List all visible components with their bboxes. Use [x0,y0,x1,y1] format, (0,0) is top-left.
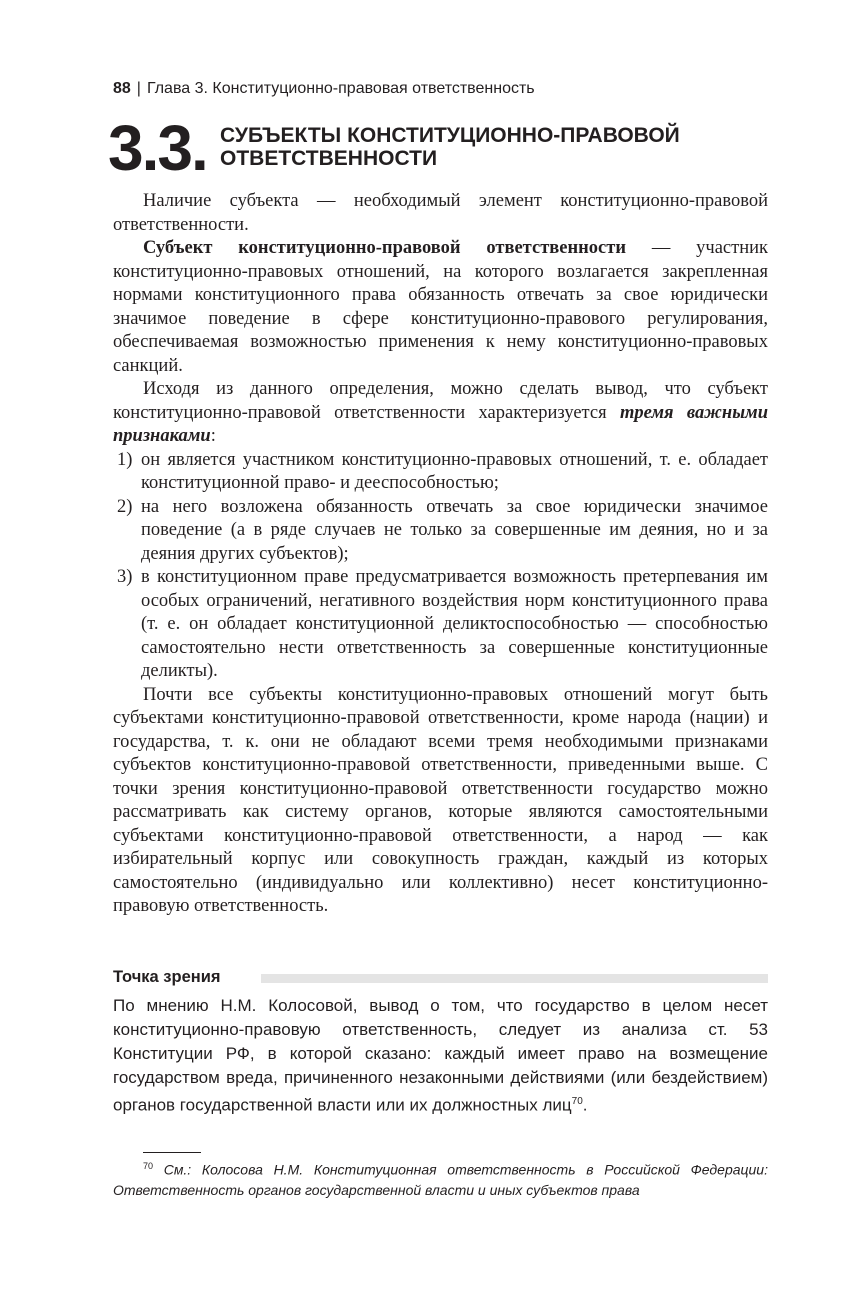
viewpoint-rule [261,974,768,983]
footnote-reference[interactable]: 70 [571,1096,583,1107]
viewpoint-body: По мнению Н.М. Колосовой, вывод о том, что государство в целом несет конституционно-правовую ответственность, следует из анализа ст. 53 Конституции РФ, в которой сказано: каждый имеет право на возмещение государством вреда, причиненного незаконными действиями (или бездействием) органов государственной власти или их должностных лиц [113,996,768,1115]
chapter-title: Глава 3. Конституционно-правовая ответственность [146,80,535,97]
section-number: 3.3. [108,112,207,184]
list-item-text: он является участником конституционно-правовых отношений, т. е. обладает конституционной право- и дееспособностью; [141,449,768,493]
list-item-number: 1) [117,449,133,470]
features-colon: : [210,426,216,446]
definition-text: — участник конституционно-правовых отношений, на которого возлагается закрепленная нормами конституционного права обязанность отвечать за свое юридически значимое поведение в сфере конституционно-правового регулирования, обеспечиваемая возможностью применения к нему конституционно-правовых санкций. [113,238,768,376]
defined-term: Субъект конституционно-правовой ответственности [143,238,627,258]
paragraph-definition [113,237,768,378]
features-emphasis: тремя важными признаками [113,402,768,446]
viewpoint-end: . [582,1095,588,1115]
viewpoint-text [113,994,768,1118]
paragraph-features [113,378,768,449]
list-item [113,449,768,496]
running-head-separator: | [136,80,141,97]
footnote-rule [143,1152,201,1153]
running-head [113,80,535,98]
footnote-number: 70 [143,1161,154,1171]
paragraph-subjects: Почти все субъекты конституционно-правовых отношений могут быть субъектами конституционно-правовой ответственности, кроме народа (нации) и государства, т. к. они не обладают всеми тремя необходимыми признаками субъектов конституционно-правовой ответственности, приведенными выше. С точки зрения конституционно-правовой ответственности государство можно рассматривать как систему органов, которые являются самостоятельными субъектами конституционно-правовой ответственности, а народ — как избирательный корпус или совокупность граждан, каждый из которых самостоятельно (индивидуально или коллективно) несет конституционно-правовую ответственность. [113,684,768,916]
page-number: 88 [113,80,131,97]
features-lead: Исходя из данного определения, можно сделать вывод, что субъект конституционно-правовой ответственности характеризуется [113,379,768,423]
list-item-text: на него возложена обязанность отвечать за свое юридически значимое поведение (а в ряде случаев не только за совершенные им деяния, но и за деяния других субъектов); [141,496,768,564]
list-item-text: в конституционном праве предусматривается возможность претерпевания им особых ограничений, негативного воздействия норм конституционного права (т. е. он обладает конституционной деликтоспособностью — способностью самостоятельно нести ответственность за совершенные конституционные деликты). [141,567,768,681]
viewpoint-heading [113,966,768,990]
footnote [113,1156,768,1200]
list-item [113,566,768,684]
section-title: СУБЪЕКТЫ КОНСТИТУЦИОННО-ПРАВОВОЙ ОТВЕТСТВЕННОСТИ [220,124,680,170]
paragraph-intro: Наличие субъекта — необходимый элемент конституционно-правовой ответственности. [113,191,768,235]
list-item [113,496,768,567]
footnote-text: См.: Колосова Н.М. Конституционная ответственность в Российской Федерации: Ответственность органов государственной власти и иных субъектов права [113,1161,768,1198]
viewpoint-label: Точка зрения [113,968,221,986]
list-item-number: 3) [117,567,133,587]
main-text [113,190,768,919]
features-list [113,449,768,684]
list-item-number: 2) [117,496,133,517]
